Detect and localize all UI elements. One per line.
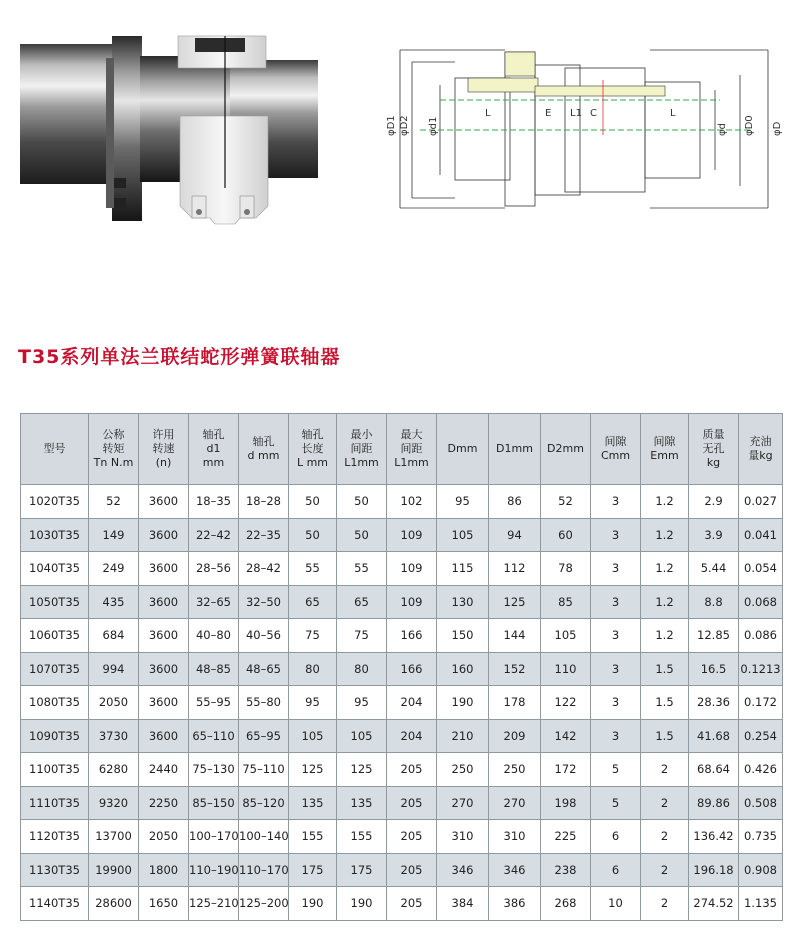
table-cell: 28–42	[239, 552, 289, 586]
label-phi-D0: φD0	[744, 115, 755, 136]
table-cell: 130	[437, 585, 489, 619]
table-cell: 270	[489, 786, 541, 820]
table-cell: 3	[591, 585, 641, 619]
table-cell: 190	[337, 887, 387, 921]
table-cell: 155	[337, 820, 387, 854]
table-cell: 122	[541, 686, 591, 720]
table-cell: 3	[591, 686, 641, 720]
table-cell: 136.42	[689, 820, 739, 854]
header-cell: 间隙 Emm	[641, 414, 689, 485]
table-cell: 105	[337, 719, 387, 753]
table-row	[21, 652, 783, 686]
table-cell: 1.5	[641, 686, 689, 720]
table-cell: 6280	[89, 753, 139, 787]
table-cell: 75	[337, 619, 387, 653]
table-cell: 80	[289, 652, 337, 686]
table-cell: 1.2	[641, 485, 689, 519]
table-cell: 2250	[139, 786, 189, 820]
table-cell: 209	[489, 719, 541, 753]
table-cell: 65–95	[239, 719, 289, 753]
table-cell: 172	[541, 753, 591, 787]
label-L-left: L	[485, 108, 491, 119]
table-cell: 2050	[89, 686, 139, 720]
label-L1: L1	[570, 108, 582, 119]
page-title: T35系列单法兰联结蛇形弹簧联轴器	[18, 346, 341, 368]
model-cell: 1080T35	[21, 686, 89, 720]
header-cell: 轴孔 d mm	[239, 414, 289, 485]
table-cell: 3600	[139, 719, 189, 753]
table-cell: 142	[541, 719, 591, 753]
model-cell: 1020T35	[21, 485, 89, 519]
table-cell: 155	[289, 820, 337, 854]
table-row	[21, 518, 783, 552]
table-cell: 386	[489, 887, 541, 921]
table-cell: 115	[437, 552, 489, 586]
header-cell: Dmm	[437, 414, 489, 485]
table-cell: 2	[641, 887, 689, 921]
table-cell: 175	[337, 853, 387, 887]
table-cell: 205	[387, 820, 437, 854]
table-cell: 5	[591, 753, 641, 787]
table-cell: 125–200	[239, 887, 289, 921]
header-cell: 型号	[21, 414, 89, 485]
model-cell: 1040T35	[21, 552, 89, 586]
table-cell: 48–65	[239, 652, 289, 686]
table-cell: 52	[89, 485, 139, 519]
table-cell: 95	[337, 686, 387, 720]
table-cell: 0.054	[739, 552, 783, 586]
table-row	[21, 853, 783, 887]
table-cell: 60	[541, 518, 591, 552]
table-cell: 190	[437, 686, 489, 720]
model-cell: 1120T35	[21, 820, 89, 854]
table-cell: 3730	[89, 719, 139, 753]
table-cell: 75–130	[189, 753, 239, 787]
table-cell: 150	[437, 619, 489, 653]
table-cell: 55–95	[189, 686, 239, 720]
table-cell: 8.8	[689, 585, 739, 619]
model-cell: 1130T35	[21, 853, 89, 887]
table-cell: 205	[387, 887, 437, 921]
table-cell: 110–190	[189, 853, 239, 887]
model-cell: 1140T35	[21, 887, 89, 921]
table-cell: 0.027	[739, 485, 783, 519]
label-E: E	[545, 108, 552, 119]
table-cell: 50	[337, 485, 387, 519]
table-cell: 5.44	[689, 552, 739, 586]
table-cell: 125–210	[189, 887, 239, 921]
table-cell: 210	[437, 719, 489, 753]
table-cell: 95	[289, 686, 337, 720]
table-cell: 28.36	[689, 686, 739, 720]
table-cell: 310	[489, 820, 541, 854]
table-row	[21, 585, 783, 619]
table-cell: 0.041	[739, 518, 783, 552]
table-cell: 3	[591, 619, 641, 653]
header-cell: 最小 间距 L1mm	[337, 414, 387, 485]
table-cell: 684	[89, 619, 139, 653]
table-cell: 22–42	[189, 518, 239, 552]
table-cell: 18–35	[189, 485, 239, 519]
table-cell: 41.68	[689, 719, 739, 753]
label-phi-D2: φD2	[399, 115, 410, 136]
model-cell: 1090T35	[21, 719, 89, 753]
table-cell: 166	[387, 652, 437, 686]
table-row	[21, 485, 783, 519]
table-cell: 175	[289, 853, 337, 887]
table-cell: 190	[289, 887, 337, 921]
table-cell: 105	[289, 719, 337, 753]
table-cell: 205	[387, 786, 437, 820]
table-cell: 109	[387, 585, 437, 619]
table-cell: 1650	[139, 887, 189, 921]
table-cell: 0.086	[739, 619, 783, 653]
table-cell: 100–170	[189, 820, 239, 854]
table-cell: 1800	[139, 853, 189, 887]
table-cell: 205	[387, 753, 437, 787]
table-cell: 65–110	[189, 719, 239, 753]
table-cell: 3.9	[689, 518, 739, 552]
model-cell: 1110T35	[21, 786, 89, 820]
table-cell: 3600	[139, 518, 189, 552]
label-phi-d1: φd1	[428, 116, 439, 136]
table-cell: 110	[541, 652, 591, 686]
table-cell: 250	[437, 753, 489, 787]
table-row	[21, 820, 783, 854]
table-row	[21, 619, 783, 653]
table-cell: 196.18	[689, 853, 739, 887]
table-cell: 205	[387, 853, 437, 887]
table-cell: 204	[387, 686, 437, 720]
table-cell: 3600	[139, 652, 189, 686]
table-cell: 100–140	[239, 820, 289, 854]
table-row	[21, 887, 783, 921]
table-cell: 204	[387, 719, 437, 753]
coupling-photo	[20, 28, 318, 234]
table-body	[21, 485, 783, 921]
table-cell: 3	[591, 652, 641, 686]
table-cell: 9320	[89, 786, 139, 820]
table-cell: 3	[591, 719, 641, 753]
table-cell: 109	[387, 552, 437, 586]
table-cell: 3600	[139, 552, 189, 586]
header-cell: D1mm	[489, 414, 541, 485]
table-cell: 3600	[139, 485, 189, 519]
table-cell: 0.908	[739, 853, 783, 887]
label-phi-d: φd	[717, 123, 728, 136]
table-row	[21, 552, 783, 586]
table-cell: 75	[289, 619, 337, 653]
table-cell: 149	[89, 518, 139, 552]
table-cell: 1.5	[641, 719, 689, 753]
table-cell: 65	[289, 585, 337, 619]
table-cell: 78	[541, 552, 591, 586]
table-cell: 178	[489, 686, 541, 720]
table-cell: 50	[337, 518, 387, 552]
table-cell: 16.5	[689, 652, 739, 686]
table-cell: 55–80	[239, 686, 289, 720]
table-header-row	[21, 414, 783, 485]
table-cell: 274.52	[689, 887, 739, 921]
table-cell: 2.9	[689, 485, 739, 519]
table-cell: 40–56	[239, 619, 289, 653]
table-cell: 2	[641, 820, 689, 854]
table-cell: 249	[89, 552, 139, 586]
table-cell: 18–28	[239, 485, 289, 519]
table-cell: 0.254	[739, 719, 783, 753]
table-cell: 75–110	[239, 753, 289, 787]
table-cell: 238	[541, 853, 591, 887]
table-cell: 384	[437, 887, 489, 921]
header-cell: 轴孔 d1 mm	[189, 414, 239, 485]
table-cell: 0.426	[739, 753, 783, 787]
table-cell: 2	[641, 786, 689, 820]
header-cell: 最大 间距 L1mm	[387, 414, 437, 485]
table-cell: 50	[289, 518, 337, 552]
table-row	[21, 719, 783, 753]
table-cell: 1.2	[641, 518, 689, 552]
table-cell: 135	[289, 786, 337, 820]
table-cell: 65	[337, 585, 387, 619]
table-cell: 2440	[139, 753, 189, 787]
table-cell: 32–50	[239, 585, 289, 619]
table-cell: 198	[541, 786, 591, 820]
table-cell: 52	[541, 485, 591, 519]
table-row	[21, 786, 783, 820]
header-cell: 轴孔 长度 L mm	[289, 414, 337, 485]
table-cell: 86	[489, 485, 541, 519]
table-cell: 85–150	[189, 786, 239, 820]
table-cell: 310	[437, 820, 489, 854]
header-cell: 许用 转速 (n)	[139, 414, 189, 485]
table-cell: 85	[541, 585, 591, 619]
table-cell: 6	[591, 853, 641, 887]
table-cell: 2	[641, 753, 689, 787]
coupling-technical-drawing	[386, 40, 785, 218]
table-cell: 105	[541, 619, 591, 653]
table-cell: 102	[387, 485, 437, 519]
table-cell: 125	[289, 753, 337, 787]
table-cell: 19900	[89, 853, 139, 887]
table-row	[21, 753, 783, 787]
model-cell: 1030T35	[21, 518, 89, 552]
table-cell: 1.2	[641, 585, 689, 619]
table-cell: 250	[489, 753, 541, 787]
table-cell: 112	[489, 552, 541, 586]
model-cell: 1100T35	[21, 753, 89, 787]
header-cell: 质量 无孔 kg	[689, 414, 739, 485]
table-cell: 125	[489, 585, 541, 619]
table-cell: 0.735	[739, 820, 783, 854]
table-cell: 3600	[139, 619, 189, 653]
table-cell: 55	[289, 552, 337, 586]
table-cell: 50	[289, 485, 337, 519]
table-cell: 3	[591, 485, 641, 519]
label-C: C	[590, 108, 597, 119]
table-cell: 3	[591, 552, 641, 586]
table-cell: 346	[489, 853, 541, 887]
table-cell: 125	[337, 753, 387, 787]
table-row	[21, 686, 783, 720]
table-cell: 28600	[89, 887, 139, 921]
table-cell: 89.86	[689, 786, 739, 820]
model-cell: 1070T35	[21, 652, 89, 686]
table-cell: 85–120	[239, 786, 289, 820]
header-cell: 间隙 Cmm	[591, 414, 641, 485]
table-cell: 28–56	[189, 552, 239, 586]
spec-table	[20, 413, 783, 921]
table-cell: 0.1213	[739, 652, 783, 686]
table-cell: 2050	[139, 820, 189, 854]
table-cell: 2	[641, 853, 689, 887]
table-cell: 94	[489, 518, 541, 552]
table-cell: 13700	[89, 820, 139, 854]
label-phi-D1: φD1	[386, 115, 397, 136]
table-cell: 1.2	[641, 552, 689, 586]
table-cell: 80	[337, 652, 387, 686]
table-cell: 994	[89, 652, 139, 686]
table-cell: 1.2	[641, 619, 689, 653]
table-cell: 12.85	[689, 619, 739, 653]
table-cell: 3	[591, 518, 641, 552]
table-cell: 48–85	[189, 652, 239, 686]
table-cell: 55	[337, 552, 387, 586]
table-cell: 135	[337, 786, 387, 820]
table-cell: 109	[387, 518, 437, 552]
table-cell: 10	[591, 887, 641, 921]
table-cell: 68.64	[689, 753, 739, 787]
table-cell: 32–65	[189, 585, 239, 619]
table-cell: 160	[437, 652, 489, 686]
table-cell: 1.5	[641, 652, 689, 686]
label-L-right: L	[670, 108, 676, 119]
table-cell: 105	[437, 518, 489, 552]
table-cell: 144	[489, 619, 541, 653]
table-cell: 22–35	[239, 518, 289, 552]
table-cell: 40–80	[189, 619, 239, 653]
table-cell: 346	[437, 853, 489, 887]
table-cell: 268	[541, 887, 591, 921]
header-cell: D2mm	[541, 414, 591, 485]
table-cell: 152	[489, 652, 541, 686]
table-cell: 110–170	[239, 853, 289, 887]
table-cell: 270	[437, 786, 489, 820]
table-cell: 225	[541, 820, 591, 854]
table-cell: 166	[387, 619, 437, 653]
header-cell: 充油 量kg	[739, 414, 783, 485]
table-cell: 3600	[139, 686, 189, 720]
table-cell: 6	[591, 820, 641, 854]
label-phi-D: φD	[772, 121, 783, 136]
table-cell: 435	[89, 585, 139, 619]
table-cell: 0.068	[739, 585, 783, 619]
table-cell: 0.508	[739, 786, 783, 820]
table-cell: 95	[437, 485, 489, 519]
model-cell: 1060T35	[21, 619, 89, 653]
table-cell: 3600	[139, 585, 189, 619]
table-cell: 5	[591, 786, 641, 820]
table-cell: 0.172	[739, 686, 783, 720]
header-cell: 公称 转矩 Tn N.m	[89, 414, 139, 485]
model-cell: 1050T35	[21, 585, 89, 619]
table-cell: 1.135	[739, 887, 783, 921]
